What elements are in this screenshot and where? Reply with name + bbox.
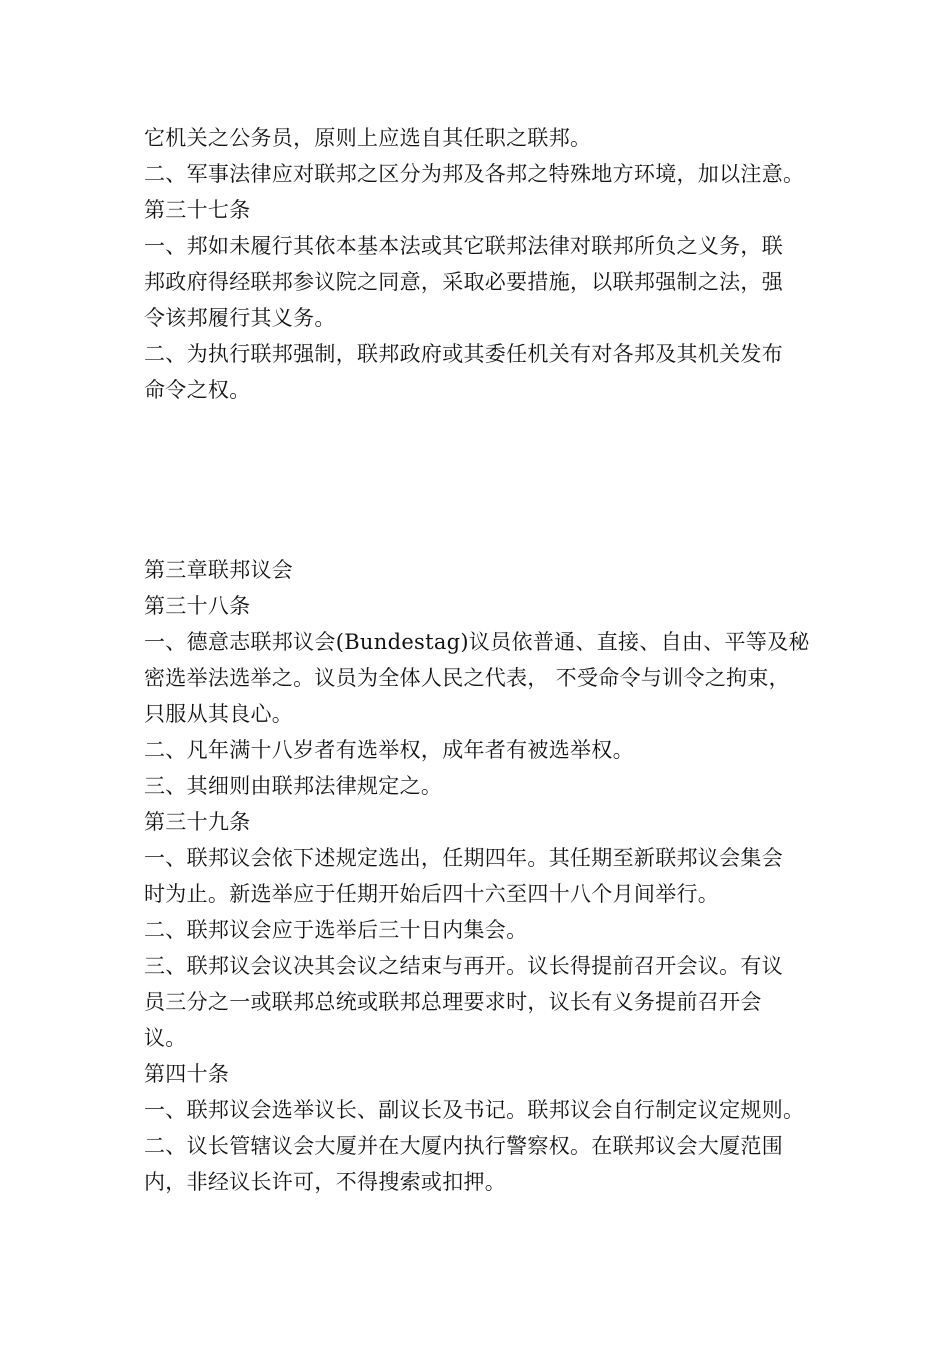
text-line: 二、凡年满十八岁者有选举权，成年者有被选举权。 [144, 738, 634, 762]
article-heading: 第三十九条 [144, 810, 251, 834]
article-heading: 第三十七条 [144, 198, 251, 222]
document-page [144, 120, 812, 1200]
text-line: 一、邦如未履行其依本基本法或其它联邦法律对联邦所负之义务，联 [144, 234, 783, 258]
text-line: 一、联邦议会依下述规定选出，任期四年。其任期至新联邦议会集会 [144, 846, 783, 870]
text-block-top [144, 120, 812, 408]
text-line: 令该邦履行其义务。 [144, 306, 336, 330]
article-heading: 第四十条 [144, 1062, 230, 1086]
text-line: 时为止。新选举应于任期开始后四十六至四十八个月间举行。 [144, 882, 720, 906]
text-line: 三、联邦议会议决其会议之结束与再开。议长得提前召开会议。有议 [144, 954, 783, 978]
text-line: 员三分之一或联邦总统或联邦总理要求时，议长有义务提前召开会 [144, 990, 762, 1014]
text-block-bottom [144, 552, 812, 1200]
chapter-heading: 第三章联邦议会 [144, 558, 294, 582]
text-line: 二、议长管辖议会大厦并在大厦内执行警察权。在联邦议会大厦范围 [144, 1134, 783, 1158]
article-heading: 第三十八条 [144, 594, 251, 618]
text-line: 一、德意志联邦议会(Bundestag)议员依普通、直接、自由、平等及秘 [144, 630, 810, 654]
section-gap [144, 408, 812, 552]
text-line: 它机关之公务员，原则上应选自其任职之联邦。 [144, 126, 592, 150]
text-line: 二、军事法律应对联邦之区分为邦及各邦之特殊地方环境，加以注意。 [144, 162, 805, 186]
text-line: 密选举法选举之。议员为全体人民之代表， 不受命令与训令之拘束， [144, 666, 790, 690]
text-line: 命令之权。 [144, 378, 251, 402]
text-line: 邦政府得经联邦参议院之同意，采取必要措施，以联邦强制之法，强 [144, 270, 783, 294]
text-line: 一、联邦议会选举议长、副议长及书记。联邦议会自行制定议定规则。 [144, 1098, 805, 1122]
text-line: 三、其细则由联邦法律规定之。 [144, 774, 443, 798]
text-line: 只服从其良心。 [144, 702, 294, 726]
text-line: 二、为执行联邦强制，联邦政府或其委任机关有对各邦及其机关发布 [144, 342, 783, 366]
text-line: 内，非经议长许可，不得搜索或扣押。 [144, 1170, 507, 1194]
text-line: 议。 [144, 1026, 187, 1050]
text-line: 二、联邦议会应于选举后三十日内集会。 [144, 918, 528, 942]
